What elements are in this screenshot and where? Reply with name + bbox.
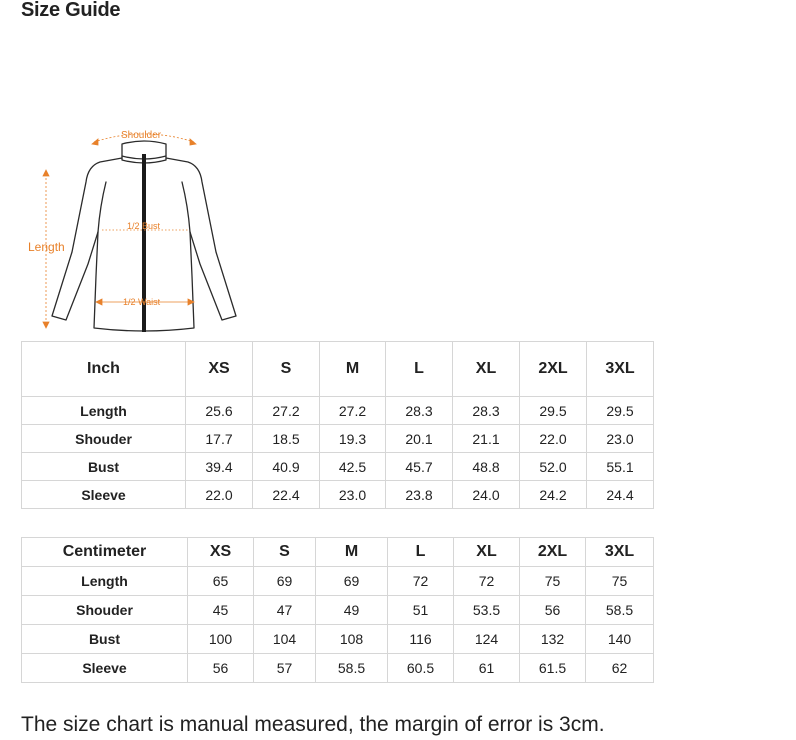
table-cell: 61.5 [520, 654, 586, 683]
table-cell: 132 [520, 625, 586, 654]
size-header: 3XL [586, 538, 654, 567]
size-header: XS [186, 342, 253, 397]
page-title: Size Guide [21, 0, 121, 21]
table-cell: 29.5 [520, 397, 587, 425]
margin-of-error-note: The size chart is manual measured, the margin of error is 3cm. [21, 713, 605, 736]
size-header: 2XL [520, 342, 587, 397]
table-cell: 23.0 [320, 481, 386, 509]
jacket-measurement-diagram [26, 126, 246, 336]
table-cell: 22.0 [186, 481, 253, 509]
table-cell: 65 [188, 567, 254, 596]
table-cell: 72 [388, 567, 454, 596]
table-cell: 49 [316, 596, 388, 625]
table-cell: 23.8 [386, 481, 453, 509]
table-cell: 104 [254, 625, 316, 654]
table-cell: 116 [388, 625, 454, 654]
row-label: Bust [22, 453, 186, 481]
table-cell: 100 [188, 625, 254, 654]
table-cell: 39.4 [186, 453, 253, 481]
row-label: Sleeve [22, 481, 186, 509]
size-header: L [386, 342, 453, 397]
table-cell: 47 [254, 596, 316, 625]
table-cell: 62 [586, 654, 654, 683]
table-cell: 27.2 [253, 397, 320, 425]
table-cell: 75 [586, 567, 654, 596]
table-cell: 124 [454, 625, 520, 654]
table-cell: 52.0 [520, 453, 587, 481]
table-cell: 45 [188, 596, 254, 625]
table-cell: 61 [454, 654, 520, 683]
table-header-row [22, 342, 654, 397]
inch-size-table [21, 341, 654, 509]
table-cell: 18.5 [253, 425, 320, 453]
centimeter-size-table [21, 537, 654, 683]
table-cell: 58.5 [586, 596, 654, 625]
table-row [22, 596, 654, 625]
table-cell: 21.1 [453, 425, 520, 453]
size-header: M [316, 538, 388, 567]
table-cell: 72 [454, 567, 520, 596]
table-cell: 23.0 [587, 425, 654, 453]
size-header: S [253, 342, 320, 397]
table-cell: 42.5 [320, 453, 386, 481]
table-cell: 28.3 [453, 397, 520, 425]
table-cell: 17.7 [186, 425, 253, 453]
table-cell: 56 [188, 654, 254, 683]
row-label: Length [22, 397, 186, 425]
size-header: L [388, 538, 454, 567]
size-header: S [254, 538, 316, 567]
table-cell: 69 [316, 567, 388, 596]
shoulder-label: Shoulder [121, 130, 162, 141]
table-row [22, 425, 654, 453]
table-cell: 56 [520, 596, 586, 625]
table-cell: 19.3 [320, 425, 386, 453]
table-cell: 25.6 [186, 397, 253, 425]
table-row [22, 654, 654, 683]
table-cell: 24.4 [587, 481, 654, 509]
table-cell: 51 [388, 596, 454, 625]
table-cell: 57 [254, 654, 316, 683]
table-cell: 48.8 [453, 453, 520, 481]
table-cell: 75 [520, 567, 586, 596]
row-label: Shouder [22, 425, 186, 453]
table-cell: 45.7 [386, 453, 453, 481]
table-cell: 55.1 [587, 453, 654, 481]
row-label: Sleeve [22, 654, 188, 683]
row-label: Bust [22, 625, 188, 654]
table-cell: 22.4 [253, 481, 320, 509]
length-label: Length [28, 240, 65, 254]
table-cell: 108 [316, 625, 388, 654]
waist-label: 1/2 Waist [123, 297, 161, 307]
row-label: Length [22, 567, 188, 596]
size-header: M [320, 342, 386, 397]
table-cell: 53.5 [454, 596, 520, 625]
size-header: XL [454, 538, 520, 567]
table-row [22, 453, 654, 481]
table-cell: 140 [586, 625, 654, 654]
table-cell: 24.0 [453, 481, 520, 509]
table-row [22, 567, 654, 596]
table-cell: 40.9 [253, 453, 320, 481]
unit-header: Inch [22, 342, 186, 397]
row-label: Shouder [22, 596, 188, 625]
table-cell: 20.1 [386, 425, 453, 453]
table-cell: 22.0 [520, 425, 587, 453]
table-cell: 29.5 [587, 397, 654, 425]
table-row [22, 397, 654, 425]
table-cell: 24.2 [520, 481, 587, 509]
table-row [22, 625, 654, 654]
bust-label: 1/2 Bust [127, 221, 161, 231]
table-cell: 58.5 [316, 654, 388, 683]
jacket-outline-illustration [26, 126, 246, 336]
unit-header: Centimeter [22, 538, 188, 567]
table-cell: 28.3 [386, 397, 453, 425]
size-header: XS [188, 538, 254, 567]
table-cell: 27.2 [320, 397, 386, 425]
size-header: 3XL [587, 342, 654, 397]
size-header: 2XL [520, 538, 586, 567]
table-cell: 60.5 [388, 654, 454, 683]
table-row [22, 481, 654, 509]
size-header: XL [453, 342, 520, 397]
table-cell: 69 [254, 567, 316, 596]
table-header-row [22, 538, 654, 567]
